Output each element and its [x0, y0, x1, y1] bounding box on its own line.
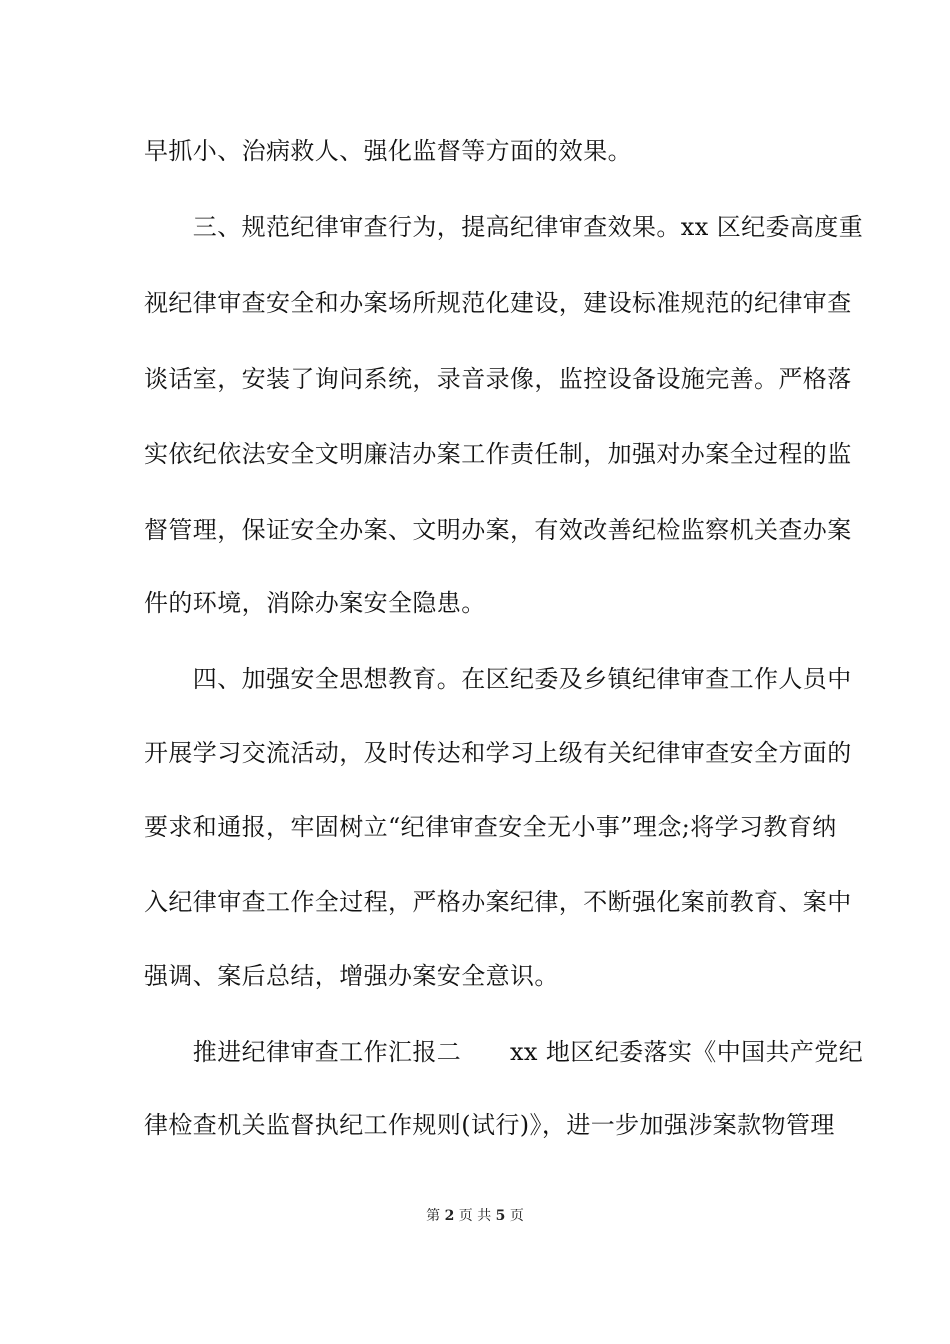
text-line-4: 谈话室，安装了询问系统，录音录像，监控设备设施完善。严格落 [144, 365, 852, 393]
text-line-1: 早抓小、治病救人、强化监督等方面的效果。 [144, 137, 632, 165]
footer-suffix: 页 [509, 1208, 524, 1224]
text-line-5: 实依纪依法安全文明廉洁办案工作责任制，加强对办案全过程的监 [144, 440, 852, 468]
text-line-11: 入纪律审查工作全过程，严格办案纪律，不断强化案前教育、案中 [144, 888, 852, 916]
text-line-14: 律检查机关监督执纪工作规则(试行)》，进一步加强涉案款物管理 [144, 1111, 835, 1139]
text-line-2: 三、规范纪律审查行为，提高纪律审查效果。xx 区纪委高度重 [144, 213, 864, 241]
text-line-13: 推进纪律审查工作汇报二 xx 地区纪委落实《中国共产党纪 [144, 1038, 864, 1066]
footer-middle: 页 共 [458, 1208, 492, 1224]
footer-prefix: 第 [426, 1208, 441, 1224]
text-line-9: 开展学习交流活动，及时传达和学习上级有关纪律审查安全方面的 [144, 739, 852, 767]
text-line-12: 强调、案后总结，增强办案安全意识。 [144, 962, 559, 990]
page-footer [0, 1207, 950, 1225]
current-page-number: 2 [444, 1208, 455, 1224]
text-line-6: 督管理，保证安全办案、文明办案，有效改善纪检监察机关查办案 [144, 516, 852, 544]
text-line-10: 要求和通报，牢固树立“纪律审查安全无小事”理念;将学习教育纳 [144, 813, 837, 841]
text-line-8: 四、加强安全思想教育。在区纪委及乡镇纪律审查工作人员中 [144, 665, 852, 693]
total-pages-number: 5 [495, 1208, 506, 1224]
text-line-3: 视纪律审查安全和办案场所规范化建设，建设标准规范的纪律审查 [144, 289, 852, 317]
text-line-7: 件的环境，消除办案安全隐患。 [144, 589, 486, 617]
